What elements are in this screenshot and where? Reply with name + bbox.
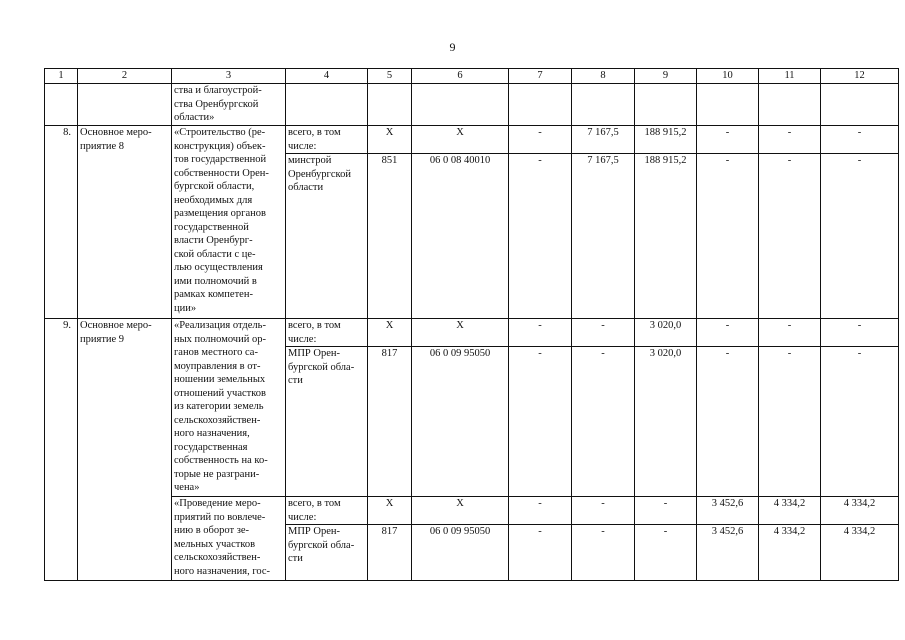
value-cell: X <box>368 497 412 525</box>
header-cell: 8 <box>572 69 635 84</box>
value-cell: X <box>368 126 412 154</box>
row-number-cell: 8. <box>45 126 78 319</box>
measure-name-cell: «Реализация отдель- ных полномочий ор- ганов местного са- моуправления в от- ношении земельных отношений участков из категории земель сельскохозяйствен- ного назначения, государственная собственность на ко- торые не разграни- чена» <box>172 319 286 497</box>
value-cell: 817 <box>368 347 412 497</box>
header-cell: 7 <box>509 69 572 84</box>
value-cell: X <box>412 497 509 525</box>
value-cell: - <box>509 347 572 497</box>
cell-empty <box>821 84 899 126</box>
value-cell: 851 <box>368 154 412 319</box>
executor-cell: МПР Орен- бургской обла- сти <box>286 525 368 581</box>
value-cell: - <box>759 126 821 154</box>
value-cell: - <box>697 154 759 319</box>
value-cell: - <box>697 126 759 154</box>
cell-empty <box>635 84 697 126</box>
value-cell: 3 020,0 <box>635 319 697 347</box>
measure-cell: Основное меро- приятие 9 <box>78 319 172 581</box>
value-cell: 817 <box>368 525 412 581</box>
header-cell: 12 <box>821 69 899 84</box>
value-cell: 7 167,5 <box>572 126 635 154</box>
header-cell: 4 <box>286 69 368 84</box>
measure-cell: Основное меро- приятие 8 <box>78 126 172 319</box>
value-cell: - <box>635 497 697 525</box>
value-cell: - <box>509 319 572 347</box>
value-cell: X <box>412 126 509 154</box>
header-cell: 10 <box>697 69 759 84</box>
table-row-9-total <box>45 319 899 347</box>
cell-empty <box>697 84 759 126</box>
value-cell: 06 0 09 95050 <box>412 525 509 581</box>
table-row-continuation <box>45 84 899 126</box>
value-cell: - <box>572 319 635 347</box>
value-cell: - <box>509 126 572 154</box>
value-cell: - <box>509 497 572 525</box>
value-cell: - <box>635 525 697 581</box>
continuation-name-cell: ства и благоустрой- ства Оренбургской области» <box>172 84 286 126</box>
value-cell: 188 915,2 <box>635 126 697 154</box>
cell-empty <box>78 84 172 126</box>
value-cell: - <box>697 319 759 347</box>
value-cell: 4 334,2 <box>821 497 899 525</box>
cell-empty <box>509 84 572 126</box>
value-cell: - <box>509 154 572 319</box>
value-cell: X <box>412 319 509 347</box>
cell-empty <box>572 84 635 126</box>
value-cell: - <box>572 497 635 525</box>
header-cell: 11 <box>759 69 821 84</box>
value-cell: 4 334,2 <box>821 525 899 581</box>
executor-cell: МПР Орен- бургской обла- сти <box>286 347 368 497</box>
value-cell: 188 915,2 <box>635 154 697 319</box>
value-cell: - <box>759 319 821 347</box>
header-cell: 6 <box>412 69 509 84</box>
value-cell: 4 334,2 <box>759 525 821 581</box>
value-cell: 4 334,2 <box>759 497 821 525</box>
cell-empty <box>412 84 509 126</box>
header-cell: 9 <box>635 69 697 84</box>
header-row <box>45 69 899 84</box>
value-cell: 3 452,6 <box>697 497 759 525</box>
value-cell: 3 020,0 <box>635 347 697 497</box>
value-cell: - <box>821 347 899 497</box>
value-cell: - <box>509 525 572 581</box>
value-cell: - <box>821 319 899 347</box>
header-cell: 2 <box>78 69 172 84</box>
header-cell: 1 <box>45 69 78 84</box>
value-cell: - <box>697 347 759 497</box>
value-cell: 06 0 09 95050 <box>412 347 509 497</box>
measure-name-cell: «Строительство (ре- конструкция) объек- тов государственной собственности Орен- бургской области, необходимых для размещения органов государственной власти Оренбург- ской области с це- лью осуществления ими полномочий в рамках компетен- ции» <box>172 126 286 319</box>
value-cell: - <box>821 154 899 319</box>
value-cell: - <box>759 154 821 319</box>
value-cell: 3 452,6 <box>697 525 759 581</box>
executor-cell: всего, в том числе: <box>286 126 368 154</box>
executor-cell: минстрой Оренбургской области <box>286 154 368 319</box>
cell-empty <box>45 84 78 126</box>
cell-empty <box>368 84 412 126</box>
value-cell: - <box>572 525 635 581</box>
cell-empty <box>759 84 821 126</box>
cell-empty <box>286 84 368 126</box>
value-cell: - <box>759 347 821 497</box>
page-number: 9 <box>449 40 456 54</box>
value-cell: - <box>572 347 635 497</box>
measure-name-cell: «Проведение меро- приятий по вовлече- нию в оборот зе- мельных участков сельскохозяйствен- ного назначения, гос- <box>172 497 286 581</box>
value-cell: - <box>821 126 899 154</box>
executor-cell: всего, в том числе: <box>286 319 368 347</box>
value-cell: 7 167,5 <box>572 154 635 319</box>
row-number-cell: 9. <box>45 319 78 581</box>
value-cell: 06 0 08 40010 <box>412 154 509 319</box>
table-row-8-total <box>45 126 899 154</box>
header-cell: 5 <box>368 69 412 84</box>
program-table <box>44 68 899 581</box>
header-cell: 3 <box>172 69 286 84</box>
executor-cell: всего, в том числе: <box>286 497 368 525</box>
value-cell: X <box>368 319 412 347</box>
table-row-9b-total <box>45 497 899 525</box>
